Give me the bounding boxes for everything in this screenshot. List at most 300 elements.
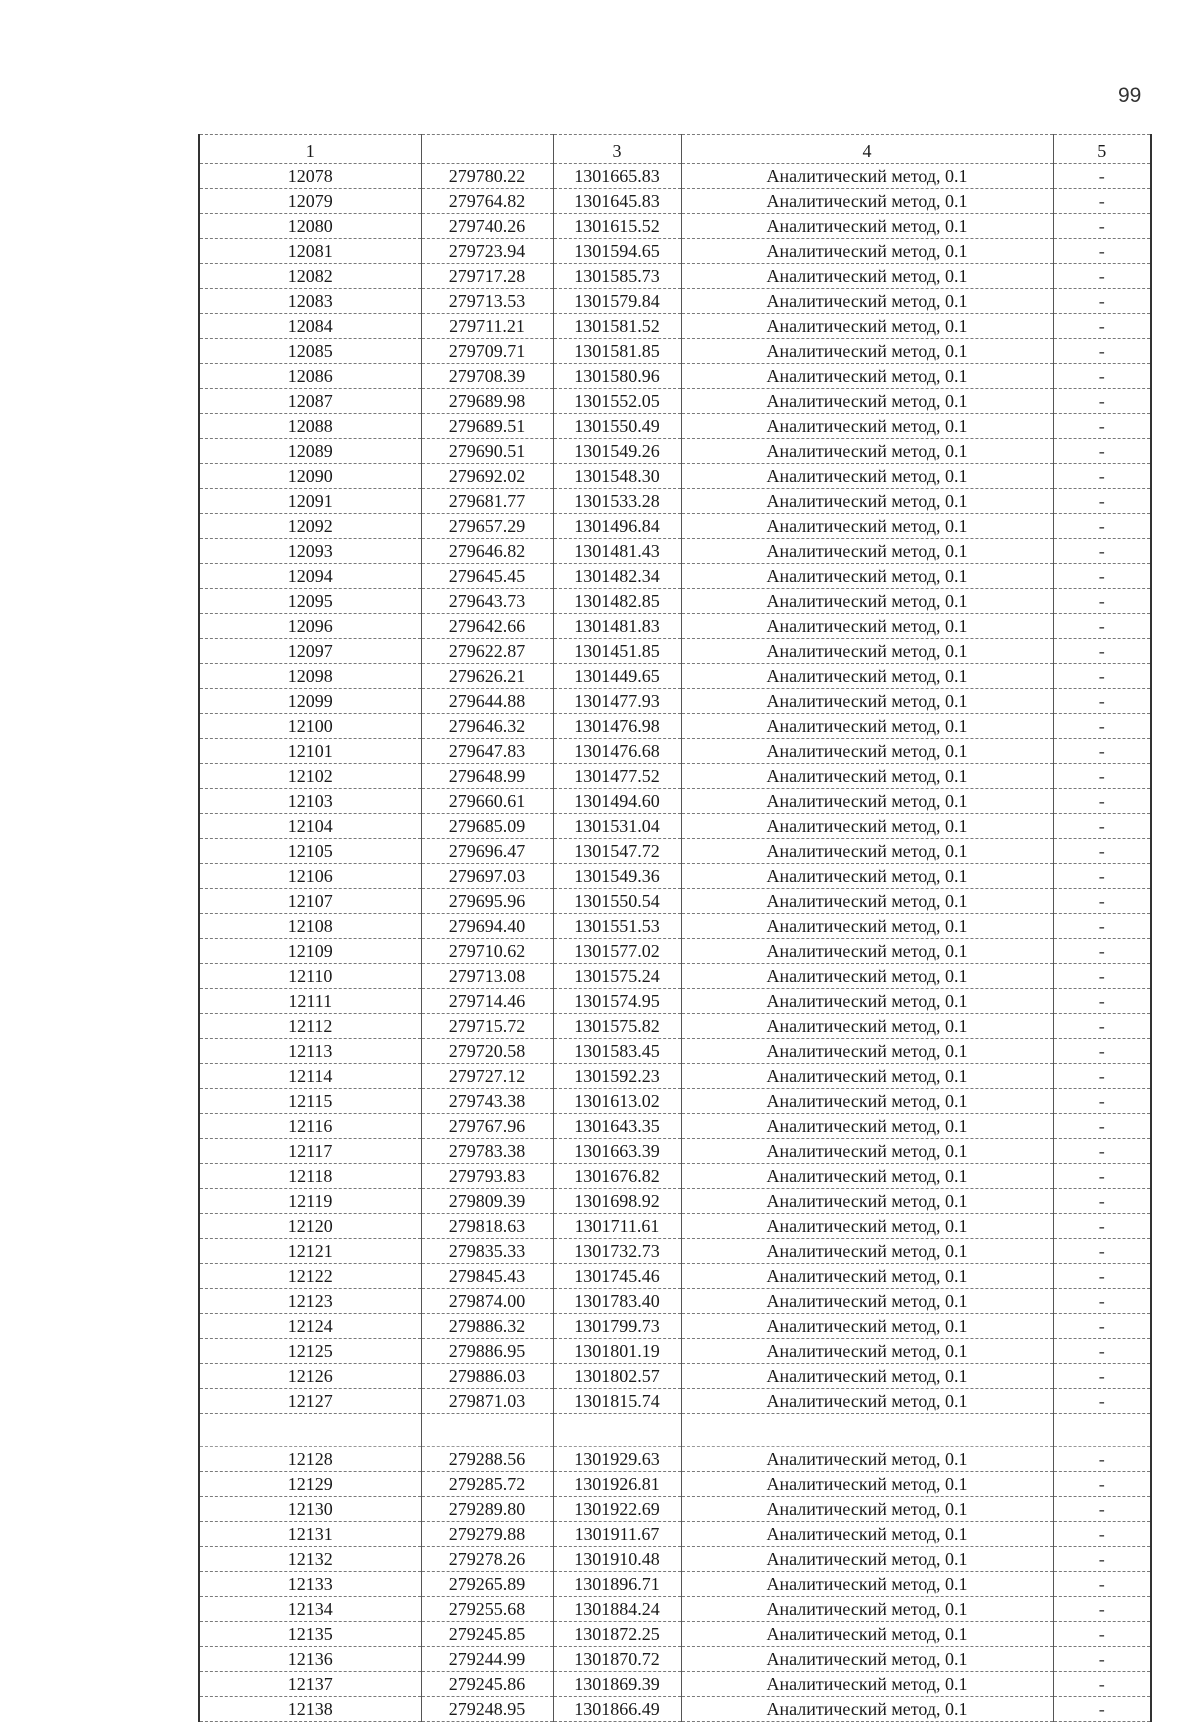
x-coordinate-cell: 279278.26 <box>421 1547 553 1572</box>
table-row <box>199 1389 1151 1414</box>
table-row <box>199 789 1151 814</box>
column-5-cell: - <box>1053 189 1151 214</box>
column-5-cell: - <box>1053 1064 1151 1089</box>
column-5-cell: - <box>1053 864 1151 889</box>
point-number-cell: 12082 <box>199 264 421 289</box>
x-coordinate-cell: 279743.38 <box>421 1089 553 1114</box>
point-number-cell: 12132 <box>199 1547 421 1572</box>
separator-cell <box>421 1414 553 1447</box>
column-5-cell: - <box>1053 514 1151 539</box>
y-coordinate-cell: 1301476.98 <box>553 714 681 739</box>
table-row <box>199 1497 1151 1522</box>
point-number-cell: 12131 <box>199 1522 421 1547</box>
point-number-cell: 12115 <box>199 1089 421 1114</box>
y-coordinate-cell: 1301583.45 <box>553 1039 681 1064</box>
table-row <box>199 889 1151 914</box>
method-cell: Аналитический метод, 0.1 <box>681 1114 1053 1139</box>
y-coordinate-cell: 1301548.30 <box>553 464 681 489</box>
y-coordinate-cell: 1301732.73 <box>553 1239 681 1264</box>
table-header <box>199 135 1151 164</box>
table-row <box>199 1014 1151 1039</box>
y-coordinate-cell: 1301613.02 <box>553 1089 681 1114</box>
x-coordinate-cell: 279886.32 <box>421 1314 553 1339</box>
separator-cell <box>1053 1414 1151 1447</box>
column-5-cell: - <box>1053 689 1151 714</box>
table-row <box>199 564 1151 589</box>
y-coordinate-cell: 1301698.92 <box>553 1189 681 1214</box>
point-number-cell: 12117 <box>199 1139 421 1164</box>
column-5-cell: - <box>1053 1214 1151 1239</box>
header-row <box>199 135 1151 164</box>
method-cell: Аналитический метод, 0.1 <box>681 389 1053 414</box>
y-coordinate-cell: 1301802.57 <box>553 1364 681 1389</box>
point-number-cell: 12091 <box>199 489 421 514</box>
point-number-cell: 12130 <box>199 1497 421 1522</box>
y-coordinate-cell: 1301870.72 <box>553 1647 681 1672</box>
column-5-cell: - <box>1053 489 1151 514</box>
table-row <box>199 1622 1151 1647</box>
table-row <box>199 689 1151 714</box>
table-row <box>199 1447 1151 1472</box>
table-row <box>199 814 1151 839</box>
point-number-cell: 12113 <box>199 1039 421 1064</box>
y-coordinate-cell: 1301799.73 <box>553 1314 681 1339</box>
table-row <box>199 839 1151 864</box>
x-coordinate-cell: 279874.00 <box>421 1289 553 1314</box>
table-row <box>199 1339 1151 1364</box>
table-row <box>199 739 1151 764</box>
table-body <box>199 164 1151 1722</box>
column-5-cell: - <box>1053 1239 1151 1264</box>
point-number-cell: 12088 <box>199 414 421 439</box>
column-5-cell: - <box>1053 714 1151 739</box>
y-coordinate-cell: 1301477.52 <box>553 764 681 789</box>
y-coordinate-cell: 1301585.73 <box>553 264 681 289</box>
point-number-cell: 12116 <box>199 1114 421 1139</box>
table-row <box>199 664 1151 689</box>
y-coordinate-cell: 1301922.69 <box>553 1497 681 1522</box>
method-cell: Аналитический метод, 0.1 <box>681 989 1053 1014</box>
y-coordinate-cell: 1301745.46 <box>553 1264 681 1289</box>
column-5-cell: - <box>1053 1672 1151 1697</box>
method-cell: Аналитический метод, 0.1 <box>681 714 1053 739</box>
method-cell: Аналитический метод, 0.1 <box>681 1164 1053 1189</box>
table-row <box>199 1314 1151 1339</box>
table-row <box>199 939 1151 964</box>
method-cell: Аналитический метод, 0.1 <box>681 1647 1053 1672</box>
y-coordinate-cell: 1301575.24 <box>553 964 681 989</box>
table-row <box>199 539 1151 564</box>
table-row <box>199 589 1151 614</box>
column-5-cell: - <box>1053 1364 1151 1389</box>
x-coordinate-cell: 279845.43 <box>421 1264 553 1289</box>
point-number-cell: 12102 <box>199 764 421 789</box>
column-5-cell: - <box>1053 889 1151 914</box>
column-5-cell: - <box>1053 164 1151 189</box>
table-row <box>199 1289 1151 1314</box>
point-number-cell: 12097 <box>199 639 421 664</box>
point-number-cell: 12111 <box>199 989 421 1014</box>
y-coordinate-cell: 1301783.40 <box>553 1289 681 1314</box>
method-cell: Аналитический метод, 0.1 <box>681 289 1053 314</box>
y-coordinate-cell: 1301594.65 <box>553 239 681 264</box>
point-number-cell: 12112 <box>199 1014 421 1039</box>
column-5-cell: - <box>1053 1189 1151 1214</box>
x-coordinate-cell: 279644.88 <box>421 689 553 714</box>
method-cell: Аналитический метод, 0.1 <box>681 1572 1053 1597</box>
y-coordinate-cell: 1301929.63 <box>553 1447 681 1472</box>
y-coordinate-cell: 1301911.67 <box>553 1522 681 1547</box>
column-5-cell: - <box>1053 1622 1151 1647</box>
column-5-cell: - <box>1053 539 1151 564</box>
method-cell: Аналитический метод, 0.1 <box>681 489 1053 514</box>
point-number-cell: 12078 <box>199 164 421 189</box>
y-coordinate-cell: 1301592.23 <box>553 1064 681 1089</box>
column-5-cell: - <box>1053 339 1151 364</box>
separator-cell <box>199 1414 421 1447</box>
method-cell: Аналитический метод, 0.1 <box>681 1289 1053 1314</box>
x-coordinate-cell: 279711.21 <box>421 314 553 339</box>
y-coordinate-cell: 1301581.85 <box>553 339 681 364</box>
x-coordinate-cell: 279809.39 <box>421 1189 553 1214</box>
method-cell: Аналитический метод, 0.1 <box>681 839 1053 864</box>
method-cell: Аналитический метод, 0.1 <box>681 814 1053 839</box>
column-5-cell: - <box>1053 239 1151 264</box>
point-number-cell: 12104 <box>199 814 421 839</box>
y-coordinate-cell: 1301496.84 <box>553 514 681 539</box>
column-5-cell: - <box>1053 314 1151 339</box>
x-coordinate-cell: 279689.98 <box>421 389 553 414</box>
table-row <box>199 439 1151 464</box>
column-5-cell: - <box>1053 289 1151 314</box>
method-cell: Аналитический метод, 0.1 <box>681 1597 1053 1622</box>
point-number-cell: 12083 <box>199 289 421 314</box>
point-number-cell: 12080 <box>199 214 421 239</box>
table-row <box>199 514 1151 539</box>
y-coordinate-cell: 1301896.71 <box>553 1572 681 1597</box>
column-5-cell: - <box>1053 1014 1151 1039</box>
x-coordinate-cell: 279835.33 <box>421 1239 553 1264</box>
method-cell: Аналитический метод, 0.1 <box>681 914 1053 939</box>
x-coordinate-cell: 279689.51 <box>421 414 553 439</box>
column-5-cell: - <box>1053 1389 1151 1414</box>
table-row <box>199 239 1151 264</box>
table-row <box>199 264 1151 289</box>
table-row <box>199 1264 1151 1289</box>
y-coordinate-cell: 1301550.49 <box>553 414 681 439</box>
method-cell: Аналитический метод, 0.1 <box>681 889 1053 914</box>
column-5-cell: - <box>1053 739 1151 764</box>
column-5-cell: - <box>1053 1697 1151 1722</box>
y-coordinate-cell: 1301552.05 <box>553 389 681 414</box>
x-coordinate-cell: 279692.02 <box>421 464 553 489</box>
table-row <box>199 914 1151 939</box>
table-row <box>199 389 1151 414</box>
y-coordinate-cell: 1301533.28 <box>553 489 681 514</box>
point-number-cell: 12134 <box>199 1597 421 1622</box>
method-cell: Аналитический метод, 0.1 <box>681 314 1053 339</box>
x-coordinate-cell: 279279.88 <box>421 1522 553 1547</box>
point-number-cell: 12089 <box>199 439 421 464</box>
method-cell: Аналитический метод, 0.1 <box>681 539 1053 564</box>
coordinates-table <box>198 134 1152 1722</box>
x-coordinate-cell: 279646.32 <box>421 714 553 739</box>
method-cell: Аналитический метод, 0.1 <box>681 739 1053 764</box>
point-number-cell: 12108 <box>199 914 421 939</box>
method-cell: Аналитический метод, 0.1 <box>681 214 1053 239</box>
point-number-cell: 12119 <box>199 1189 421 1214</box>
method-cell: Аналитический метод, 0.1 <box>681 864 1053 889</box>
y-coordinate-cell: 1301665.83 <box>553 164 681 189</box>
y-coordinate-cell: 1301869.39 <box>553 1672 681 1697</box>
x-coordinate-cell: 279767.96 <box>421 1114 553 1139</box>
column-5-cell: - <box>1053 414 1151 439</box>
table-row <box>199 614 1151 639</box>
x-coordinate-cell: 279710.62 <box>421 939 553 964</box>
column-5-cell: - <box>1053 964 1151 989</box>
point-number-cell: 12129 <box>199 1472 421 1497</box>
column-5-cell: - <box>1053 1647 1151 1672</box>
x-coordinate-cell: 279622.87 <box>421 639 553 664</box>
y-coordinate-cell: 1301482.34 <box>553 564 681 589</box>
point-number-cell: 12105 <box>199 839 421 864</box>
column-5-cell: - <box>1053 1114 1151 1139</box>
column-5-cell: - <box>1053 589 1151 614</box>
point-number-cell: 12107 <box>199 889 421 914</box>
column-5-cell: - <box>1053 989 1151 1014</box>
column-5-cell: - <box>1053 614 1151 639</box>
table-row <box>199 1089 1151 1114</box>
x-coordinate-cell: 279245.86 <box>421 1672 553 1697</box>
x-coordinate-cell: 279645.45 <box>421 564 553 589</box>
x-coordinate-cell: 279708.39 <box>421 364 553 389</box>
column-5-cell: - <box>1053 1447 1151 1472</box>
method-cell: Аналитический метод, 0.1 <box>681 189 1053 214</box>
table-row <box>199 414 1151 439</box>
y-coordinate-cell: 1301711.61 <box>553 1214 681 1239</box>
column-5-cell: - <box>1053 1497 1151 1522</box>
x-coordinate-cell: 279715.72 <box>421 1014 553 1039</box>
y-coordinate-cell: 1301579.84 <box>553 289 681 314</box>
method-cell: Аналитический метод, 0.1 <box>681 1314 1053 1339</box>
table-row <box>199 214 1151 239</box>
header-col-4: 4 <box>681 135 1053 164</box>
method-cell: Аналитический метод, 0.1 <box>681 1189 1053 1214</box>
x-coordinate-cell: 279289.80 <box>421 1497 553 1522</box>
point-number-cell: 12126 <box>199 1364 421 1389</box>
x-coordinate-cell: 279697.03 <box>421 864 553 889</box>
method-cell: Аналитический метод, 0.1 <box>681 614 1053 639</box>
table-row <box>199 764 1151 789</box>
y-coordinate-cell: 1301482.85 <box>553 589 681 614</box>
column-5-cell: - <box>1053 1089 1151 1114</box>
point-number-cell: 12133 <box>199 1572 421 1597</box>
y-coordinate-cell: 1301663.39 <box>553 1139 681 1164</box>
point-number-cell: 12122 <box>199 1264 421 1289</box>
point-number-cell: 12099 <box>199 689 421 714</box>
x-coordinate-cell: 279265.89 <box>421 1572 553 1597</box>
x-coordinate-cell: 279793.83 <box>421 1164 553 1189</box>
method-cell: Аналитический метод, 0.1 <box>681 1622 1053 1647</box>
table-row <box>199 1214 1151 1239</box>
column-5-cell: - <box>1053 564 1151 589</box>
method-cell: Аналитический метод, 0.1 <box>681 414 1053 439</box>
column-5-cell: - <box>1053 1289 1151 1314</box>
point-number-cell: 12103 <box>199 789 421 814</box>
point-number-cell: 12084 <box>199 314 421 339</box>
method-cell: Аналитический метод, 0.1 <box>681 689 1053 714</box>
point-number-cell: 12096 <box>199 614 421 639</box>
x-coordinate-cell: 279657.29 <box>421 514 553 539</box>
y-coordinate-cell: 1301575.82 <box>553 1014 681 1039</box>
column-5-cell: - <box>1053 1572 1151 1597</box>
table-row <box>199 1164 1151 1189</box>
point-number-cell: 12100 <box>199 714 421 739</box>
column-5-cell: - <box>1053 1264 1151 1289</box>
header-col-5: 5 <box>1053 135 1151 164</box>
x-coordinate-cell: 279642.66 <box>421 614 553 639</box>
group-separator-row <box>199 1414 1151 1447</box>
separator-cell <box>681 1414 1053 1447</box>
point-number-cell: 12138 <box>199 1697 421 1722</box>
method-cell: Аналитический метод, 0.1 <box>681 1264 1053 1289</box>
table-row <box>199 1547 1151 1572</box>
point-number-cell: 12098 <box>199 664 421 689</box>
point-number-cell: 12085 <box>199 339 421 364</box>
column-5-cell: - <box>1053 364 1151 389</box>
table-row <box>199 1472 1151 1497</box>
point-number-cell: 12125 <box>199 1339 421 1364</box>
x-coordinate-cell: 279288.56 <box>421 1447 553 1472</box>
column-5-cell: - <box>1053 789 1151 814</box>
x-coordinate-cell: 279709.71 <box>421 339 553 364</box>
y-coordinate-cell: 1301801.19 <box>553 1339 681 1364</box>
y-coordinate-cell: 1301577.02 <box>553 939 681 964</box>
column-5-cell: - <box>1053 464 1151 489</box>
x-coordinate-cell: 279818.63 <box>421 1214 553 1239</box>
x-coordinate-cell: 279886.95 <box>421 1339 553 1364</box>
table-row <box>199 489 1151 514</box>
column-5-cell: - <box>1053 1339 1151 1364</box>
method-cell: Аналитический метод, 0.1 <box>681 1339 1053 1364</box>
y-coordinate-cell: 1301481.43 <box>553 539 681 564</box>
y-coordinate-cell: 1301645.83 <box>553 189 681 214</box>
point-number-cell: 12086 <box>199 364 421 389</box>
x-coordinate-cell: 279783.38 <box>421 1139 553 1164</box>
point-number-cell: 12136 <box>199 1647 421 1672</box>
method-cell: Аналитический метод, 0.1 <box>681 564 1053 589</box>
method-cell: Аналитический метод, 0.1 <box>681 764 1053 789</box>
y-coordinate-cell: 1301910.48 <box>553 1547 681 1572</box>
x-coordinate-cell: 279764.82 <box>421 189 553 214</box>
table-row <box>199 1647 1151 1672</box>
x-coordinate-cell: 279681.77 <box>421 489 553 514</box>
x-coordinate-cell: 279646.82 <box>421 539 553 564</box>
column-5-cell: - <box>1053 764 1151 789</box>
table-row <box>199 1039 1151 1064</box>
method-cell: Аналитический метод, 0.1 <box>681 589 1053 614</box>
x-coordinate-cell: 279871.03 <box>421 1389 553 1414</box>
y-coordinate-cell: 1301549.36 <box>553 864 681 889</box>
y-coordinate-cell: 1301872.25 <box>553 1622 681 1647</box>
method-cell: Аналитический метод, 0.1 <box>681 364 1053 389</box>
method-cell: Аналитический метод, 0.1 <box>681 464 1053 489</box>
table-row <box>199 964 1151 989</box>
table-row <box>199 714 1151 739</box>
x-coordinate-cell: 279740.26 <box>421 214 553 239</box>
y-coordinate-cell: 1301547.72 <box>553 839 681 864</box>
x-coordinate-cell: 279727.12 <box>421 1064 553 1089</box>
method-cell: Аналитический метод, 0.1 <box>681 1472 1053 1497</box>
method-cell: Аналитический метод, 0.1 <box>681 1389 1053 1414</box>
table-row <box>199 364 1151 389</box>
header-col-1: 1 <box>199 135 421 164</box>
point-number-cell: 12092 <box>199 514 421 539</box>
x-coordinate-cell: 279720.58 <box>421 1039 553 1064</box>
method-cell: Аналитический метод, 0.1 <box>681 514 1053 539</box>
point-number-cell: 12081 <box>199 239 421 264</box>
x-coordinate-cell: 279685.09 <box>421 814 553 839</box>
header-col-3: 3 <box>553 135 681 164</box>
point-number-cell: 12137 <box>199 1672 421 1697</box>
table-row <box>199 189 1151 214</box>
table-row <box>199 989 1151 1014</box>
x-coordinate-cell: 279714.46 <box>421 989 553 1014</box>
y-coordinate-cell: 1301531.04 <box>553 814 681 839</box>
y-coordinate-cell: 1301550.54 <box>553 889 681 914</box>
method-cell: Аналитический метод, 0.1 <box>681 939 1053 964</box>
table-row <box>199 1364 1151 1389</box>
point-number-cell: 12109 <box>199 939 421 964</box>
point-number-cell: 12094 <box>199 564 421 589</box>
column-5-cell: - <box>1053 1139 1151 1164</box>
table-row <box>199 1672 1151 1697</box>
point-number-cell: 12087 <box>199 389 421 414</box>
method-cell: Аналитический метод, 0.1 <box>681 1697 1053 1722</box>
method-cell: Аналитический метод, 0.1 <box>681 1239 1053 1264</box>
point-number-cell: 12114 <box>199 1064 421 1089</box>
method-cell: Аналитический метод, 0.1 <box>681 1497 1053 1522</box>
column-5-cell: - <box>1053 214 1151 239</box>
y-coordinate-cell: 1301574.95 <box>553 989 681 1014</box>
table-row <box>199 314 1151 339</box>
point-number-cell: 12118 <box>199 1164 421 1189</box>
x-coordinate-cell: 279694.40 <box>421 914 553 939</box>
point-number-cell: 12128 <box>199 1447 421 1472</box>
point-number-cell: 12121 <box>199 1239 421 1264</box>
x-coordinate-cell: 279696.47 <box>421 839 553 864</box>
method-cell: Аналитический метод, 0.1 <box>681 789 1053 814</box>
point-number-cell: 12090 <box>199 464 421 489</box>
table-row <box>199 1597 1151 1622</box>
point-number-cell: 12093 <box>199 539 421 564</box>
point-number-cell: 12095 <box>199 589 421 614</box>
y-coordinate-cell: 1301884.24 <box>553 1597 681 1622</box>
table-row <box>199 1064 1151 1089</box>
point-number-cell: 12120 <box>199 1214 421 1239</box>
column-5-cell: - <box>1053 1597 1151 1622</box>
method-cell: Аналитический метод, 0.1 <box>681 1547 1053 1572</box>
y-coordinate-cell: 1301815.74 <box>553 1389 681 1414</box>
table-row <box>199 639 1151 664</box>
method-cell: Аналитический метод, 0.1 <box>681 264 1053 289</box>
method-cell: Аналитический метод, 0.1 <box>681 1064 1053 1089</box>
table-row <box>199 339 1151 364</box>
column-5-cell: - <box>1053 639 1151 664</box>
table-row <box>199 289 1151 314</box>
method-cell: Аналитический метод, 0.1 <box>681 964 1053 989</box>
coordinates-table-container <box>198 134 1150 1722</box>
